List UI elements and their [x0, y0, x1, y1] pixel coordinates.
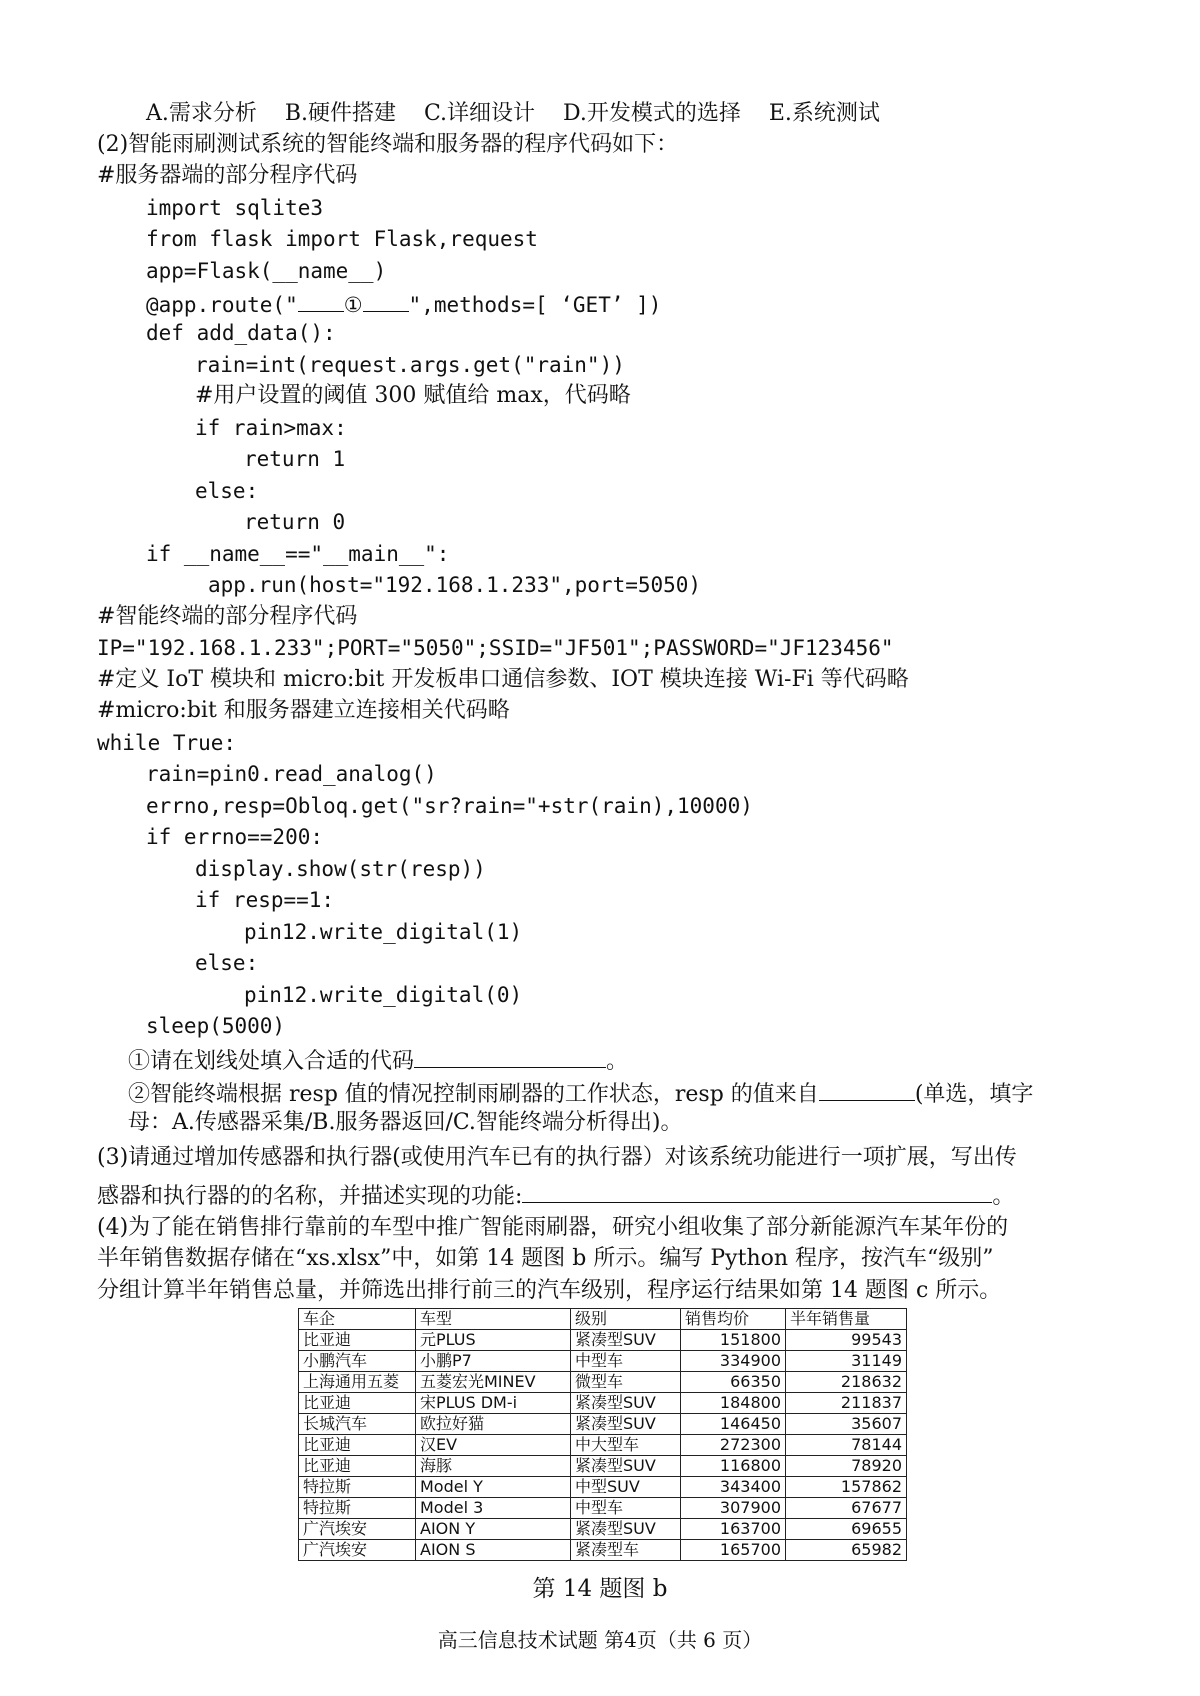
answer-blank — [363, 287, 409, 312]
question-3-text: 感器和执行器的的名称，并描述实现的功能: — [97, 1184, 523, 1209]
table-row — [299, 1414, 907, 1435]
table-cell: 中大型车 — [571, 1435, 681, 1456]
column-header: 销售均价 — [681, 1309, 786, 1330]
table-cell: AION Y — [416, 1519, 571, 1540]
table-cell: 海豚 — [416, 1456, 571, 1477]
table-cell: 广汽埃安 — [299, 1519, 416, 1540]
table-cell: 比亚迪 — [299, 1330, 416, 1351]
code-line: pin12.write_digital(0) — [244, 983, 523, 1007]
sales-data-table — [298, 1308, 907, 1561]
table-cell: 116800 — [681, 1456, 786, 1477]
code-line: sleep(5000) — [146, 1014, 286, 1038]
sub-question-2-line-2: 母：A.传感器采集/B.服务器返回/C.智能终端分析得出)。 — [128, 1110, 683, 1135]
table-cell: 小鹏P7 — [416, 1351, 571, 1372]
table-cell: 69655 — [786, 1519, 907, 1540]
table-cell: 长城汽车 — [299, 1414, 416, 1435]
route-prefix: @app.route(" — [146, 293, 298, 317]
sub-question-2-text: ②智能终端根据 resp 值的情况控制雨刷器的工作状态，resp 的值来自 — [128, 1082, 819, 1107]
question-3-line-2 — [97, 1178, 1014, 1212]
table-row — [299, 1435, 907, 1456]
question-2-intro: (2)智能雨刷测试系统的智能终端和服务器的程序代码如下： — [97, 132, 679, 157]
table-cell: 比亚迪 — [299, 1393, 416, 1414]
table-cell: 中型车 — [571, 1498, 681, 1519]
table-cell: 比亚迪 — [299, 1435, 416, 1456]
table-cell: 343400 — [681, 1477, 786, 1498]
table-cell: 紧凑型SUV — [571, 1330, 681, 1351]
answer-blank — [414, 1043, 606, 1068]
table-row — [299, 1477, 907, 1498]
table-cell: 184800 — [681, 1393, 786, 1414]
figure-caption: 第 14 题图 b — [532, 1576, 668, 1602]
sub-question-1 — [128, 1043, 628, 1077]
table-cell: 中型车 — [571, 1351, 681, 1372]
table-header-row — [299, 1309, 907, 1330]
code-line: return 1 — [244, 447, 346, 471]
table-cell: 特拉斯 — [299, 1477, 416, 1498]
table-cell: 元PLUS — [416, 1330, 571, 1351]
table-cell: 66350 — [681, 1372, 786, 1393]
table-cell: 比亚迪 — [299, 1456, 416, 1477]
table-cell: 211837 — [786, 1393, 907, 1414]
table-cell: Model 3 — [416, 1498, 571, 1519]
code-line: else: — [195, 479, 259, 503]
table-body — [299, 1330, 907, 1561]
table-cell: 宋PLUS DM-i — [416, 1393, 571, 1414]
answer-options: A.需求分析 B.硬件搭建 C.详细设计 D.开发模式的选择 E.系统测试 — [146, 101, 880, 126]
code-line: rain=int(request.args.get("rain")) — [195, 353, 625, 377]
question-3-line-1: (3)请通过增加传感器和执行器(或使用汽车已有的执行器）对该系统功能进行一项扩展，写出传 — [97, 1145, 1017, 1170]
column-header: 车型 — [416, 1309, 571, 1330]
table-cell: 157862 — [786, 1477, 907, 1498]
code-line: display.show(str(resp)) — [195, 857, 486, 881]
code-line: IP="192.168.1.233";PORT="5050";SSID="JF501";PASSWORD="JF123456" — [97, 636, 894, 660]
table-cell: 31149 — [786, 1351, 907, 1372]
table-cell: 五菱宏光MINEV — [416, 1372, 571, 1393]
table-cell: 272300 — [681, 1435, 786, 1456]
table-cell: 307900 — [681, 1498, 786, 1519]
sub-question-2 — [128, 1076, 1033, 1110]
column-header: 车企 — [299, 1309, 416, 1330]
code-line: def add_data(): — [146, 321, 336, 345]
code-line: return 0 — [244, 510, 346, 534]
code-line: app=Flask(__name__) — [146, 259, 387, 283]
code-line: from flask import Flask,request — [146, 227, 538, 251]
table-cell: 78920 — [786, 1456, 907, 1477]
route-suffix: ",methods=[ ‘GET’ ]) — [408, 293, 662, 317]
code-line: else: — [195, 951, 259, 975]
table-row — [299, 1498, 907, 1519]
answer-blank — [522, 1178, 992, 1203]
page-footer: 高三信息技术试题 第4页（共 6 页） — [437, 1628, 763, 1652]
table-cell: 紧凑型SUV — [571, 1393, 681, 1414]
sub-question-1-end: 。 — [606, 1049, 629, 1074]
code-line: if errno==200: — [146, 825, 324, 849]
code-comment: #micro:bit 和服务器建立连接相关代码略 — [97, 698, 510, 723]
sub-question-1-text: ①请在划线处填入合适的代码 — [128, 1049, 415, 1074]
code-line: pin12.write_digital(1) — [244, 920, 523, 944]
server-code-comment: #服务器端的部分程序代码 — [97, 163, 358, 188]
table-cell: 67677 — [786, 1498, 907, 1519]
sub-question-2-text-tail: (单选，填字 — [914, 1082, 1034, 1107]
code-line: import sqlite3 — [146, 196, 324, 220]
blank-marker: ① — [343, 293, 363, 317]
table-cell: 汉EV — [416, 1435, 571, 1456]
table-cell: 78144 — [786, 1435, 907, 1456]
table-row — [299, 1372, 907, 1393]
table-cell: 特拉斯 — [299, 1498, 416, 1519]
table-row — [299, 1540, 907, 1561]
code-line: if rain>max: — [195, 416, 347, 440]
table-cell: 紧凑型SUV — [571, 1414, 681, 1435]
table-cell: 146450 — [681, 1414, 786, 1435]
table-row — [299, 1351, 907, 1372]
table-cell: 334900 — [681, 1351, 786, 1372]
question-4-line-2: 半年销售数据存储在“xs.xlsx”中，如第 14 题图 b 所示。编写 Python 程序，按汽车“级别” — [97, 1246, 994, 1271]
table-cell: 紧凑型SUV — [571, 1519, 681, 1540]
table-cell: Model Y — [416, 1477, 571, 1498]
column-header: 半年销售量 — [786, 1309, 907, 1330]
table-cell: 紧凑型SUV — [571, 1456, 681, 1477]
table-cell: 中型SUV — [571, 1477, 681, 1498]
code-line: errno,resp=Obloq.get("sr?rain="+str(rain),10000) — [146, 794, 753, 818]
table-cell: 151800 — [681, 1330, 786, 1351]
code-line: if resp==1: — [195, 888, 335, 912]
table-row — [299, 1393, 907, 1414]
table-cell: 广汽埃安 — [299, 1540, 416, 1561]
code-line: if __name__=="__main__": — [146, 542, 450, 566]
code-comment: #定义 IoT 模块和 micro:bit 开发板串口通信参数、IOT 模块连接 Wi-Fi 等代码略 — [97, 667, 909, 692]
terminal-code-comment: #智能终端的部分程序代码 — [97, 604, 358, 629]
code-line: while True: — [97, 731, 237, 755]
table-row — [299, 1519, 907, 1540]
question-3-end: 。 — [992, 1184, 1015, 1209]
table-cell: 欧拉好猫 — [416, 1414, 571, 1435]
code-line: app.run(host="192.168.1.233",port=5050) — [208, 573, 702, 597]
table-cell: AION S — [416, 1540, 571, 1561]
table-cell: 99543 — [786, 1330, 907, 1351]
answer-blank — [298, 287, 344, 312]
table-cell: 小鹏汽车 — [299, 1351, 416, 1372]
table-row — [299, 1330, 907, 1351]
code-line-route — [146, 287, 661, 320]
table-cell: 163700 — [681, 1519, 786, 1540]
table-row — [299, 1456, 907, 1477]
column-header: 级别 — [571, 1309, 681, 1330]
question-4-line-1: (4)为了能在销售排行靠前的车型中推广智能雨刷器，研究小组收集了部分新能源汽车某年份的 — [97, 1215, 1009, 1240]
table-cell: 紧凑型车 — [571, 1540, 681, 1561]
code-line: rain=pin0.read_analog() — [146, 762, 437, 786]
code-comment: #用户设置的阈值 300 赋值给 max，代码略 — [195, 383, 631, 408]
table-cell: 上海通用五菱 — [299, 1372, 416, 1393]
answer-blank — [819, 1076, 915, 1101]
table-cell: 165700 — [681, 1540, 786, 1561]
question-4-line-3: 分组计算半年销售总量，并筛选出排行前三的汽车级别，程序运行结果如第 14 题图 c 所示。 — [97, 1278, 1002, 1303]
table-cell: 218632 — [786, 1372, 907, 1393]
table-cell: 65982 — [786, 1540, 907, 1561]
table-cell: 35607 — [786, 1414, 907, 1435]
table-cell: 微型车 — [571, 1372, 681, 1393]
